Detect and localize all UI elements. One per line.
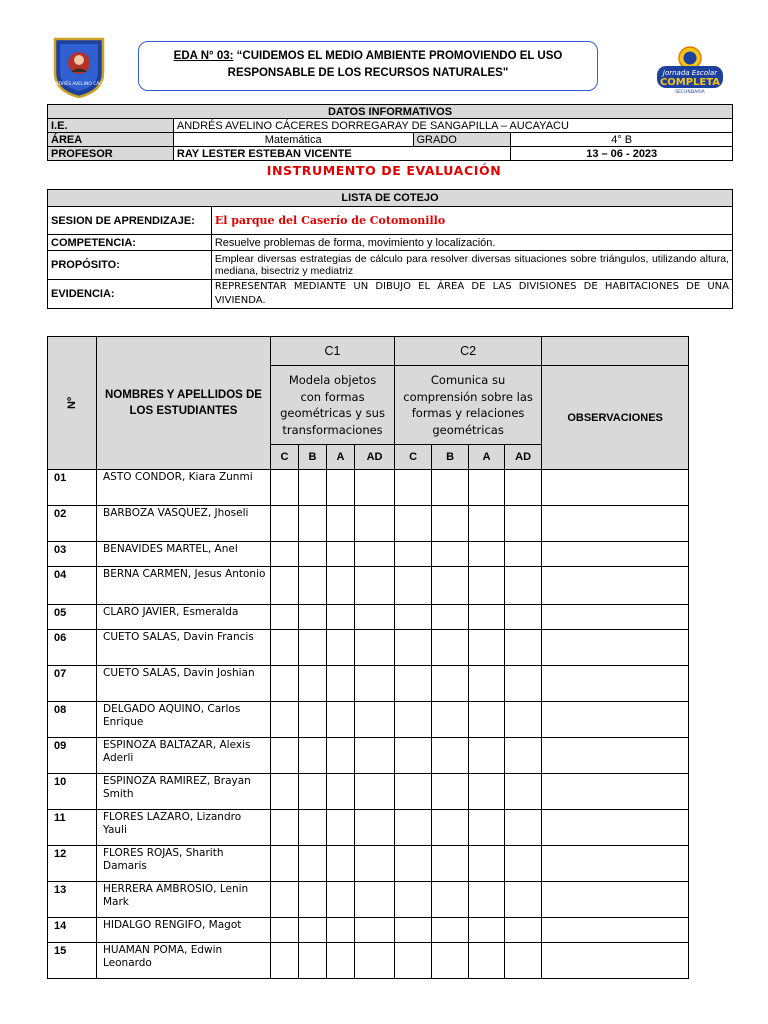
c1-a-cell[interactable] (327, 702, 355, 738)
c2-level-a: A (469, 445, 505, 470)
c2-c-cell[interactable] (395, 542, 432, 567)
c1-ad-cell[interactable] (355, 918, 395, 943)
c2-b-cell[interactable] (432, 702, 469, 738)
c2-a-cell[interactable] (469, 738, 505, 774)
c1-b-cell[interactable] (299, 846, 327, 882)
title-line-2: RESPONSABLE DE LOS RECURSOS NATURALES" (227, 67, 509, 79)
c2-a-cell[interactable] (469, 810, 505, 846)
c2-ad-cell[interactable] (505, 666, 542, 702)
observation-cell[interactable] (542, 774, 689, 810)
c1-c-cell[interactable] (271, 470, 299, 506)
c1-c-cell[interactable] (271, 943, 299, 979)
area-label: ÁREA (48, 133, 174, 147)
c2-b-cell[interactable] (432, 605, 469, 630)
student-number: 11 (48, 810, 97, 846)
c2-b-cell[interactable] (432, 738, 469, 774)
student-name: HUAMAN POMA, Edwin Leonardo (97, 943, 271, 979)
evidencia-label: EVIDENCIA: (48, 280, 212, 309)
observation-cell[interactable] (542, 567, 689, 605)
evaluation-grid (47, 336, 689, 979)
c1-ad-cell[interactable] (355, 810, 395, 846)
c1-a-cell[interactable] (327, 666, 355, 702)
jec-logo-line-2: COMPLETA (659, 77, 721, 88)
student-row (48, 542, 689, 567)
c1-c-cell[interactable] (271, 542, 299, 567)
c2-a-cell[interactable] (469, 666, 505, 702)
c2-a-cell[interactable] (469, 943, 505, 979)
profesor-value: RAY LESTER ESTEBAN VICENTE (173, 147, 511, 161)
c2-ad-cell[interactable] (505, 846, 542, 882)
c1-ad-cell[interactable] (355, 846, 395, 882)
c1-a-cell[interactable] (327, 506, 355, 542)
proposito-value: Emplear diversas estrategias de cálculo para resolver diversas situaciones sobre triángulos, utilizando altura, mediana, bisectriz y mediatriz (211, 251, 732, 280)
c1-ad-cell[interactable] (355, 882, 395, 918)
c1-description: Modela objetos con formas geométricas y sus transformaciones (271, 366, 395, 445)
c2-c-cell[interactable] (395, 846, 432, 882)
c1-level-a: A (327, 445, 355, 470)
grado-label: GRADO (413, 133, 511, 147)
student-number: 09 (48, 738, 97, 774)
c1-b-cell[interactable] (299, 810, 327, 846)
grado-value: 4° B (511, 133, 733, 147)
student-row (48, 738, 689, 774)
sesion-label: SESION DE APRENDIZAJE: (48, 207, 212, 235)
c1-a-cell[interactable] (327, 605, 355, 630)
student-name: ESPINOZA BALTAZAR, Alexis Aderli (97, 738, 271, 774)
jec-logo-line-1: Jornada Escolar (662, 69, 718, 77)
c1-ad-cell[interactable] (355, 542, 395, 567)
c1-b-cell[interactable] (299, 882, 327, 918)
c1-ad-cell[interactable] (355, 666, 395, 702)
c1-level-c: C (271, 445, 299, 470)
c1-a-cell[interactable] (327, 810, 355, 846)
c1-b-cell[interactable] (299, 567, 327, 605)
c1-c-cell[interactable] (271, 774, 299, 810)
c2-b-cell[interactable] (432, 810, 469, 846)
c1-b-cell[interactable] (299, 774, 327, 810)
student-number: 04 (48, 567, 97, 605)
c2-a-cell[interactable] (469, 542, 505, 567)
student-number: 12 (48, 846, 97, 882)
student-number: 08 (48, 702, 97, 738)
c1-ad-cell[interactable] (355, 605, 395, 630)
c2-a-cell[interactable] (469, 918, 505, 943)
student-number: 10 (48, 774, 97, 810)
observation-cell[interactable] (542, 918, 689, 943)
sesion-value: El parque del Caserío de Cotomonillo (211, 207, 732, 235)
c2-b-cell[interactable] (432, 542, 469, 567)
student-number: 13 (48, 882, 97, 918)
student-name: CUETO SALAS, Davin Francis (97, 630, 271, 666)
student-name: DELGADO AQUINO, Carlos Enrique (97, 702, 271, 738)
c2-c-cell[interactable] (395, 702, 432, 738)
ie-value: ANDRÉS AVELINO CÁCERES DORREGARAY DE SANGAPILLA – AUCAYACU (173, 119, 732, 133)
c2-description: Comunica su comprensión sobre las formas y relaciones geométricas (395, 366, 542, 445)
num-header-text: Nº (66, 397, 78, 409)
c2-ad-cell[interactable] (505, 810, 542, 846)
c1-ad-cell[interactable] (355, 630, 395, 666)
student-number: 15 (48, 943, 97, 979)
instrument-title: INSTRUMENTO DE EVALUACIÓN (266, 163, 502, 178)
c1-level-b: B (299, 445, 327, 470)
student-name: BARBOZA VASQUEZ, Jhoseli (97, 506, 271, 542)
competencia-label: COMPETENCIA: (48, 235, 212, 251)
c1-c-cell[interactable] (271, 882, 299, 918)
c1-a-cell[interactable] (327, 738, 355, 774)
student-name: CUETO SALAS, Davin Joshian (97, 666, 271, 702)
student-name: FLORES ROJAS, Sharith Damaris (97, 846, 271, 882)
c2-ad-cell[interactable] (505, 605, 542, 630)
c2-ad-cell[interactable] (505, 738, 542, 774)
c2-level-b: B (432, 445, 469, 470)
c2-ad-cell[interactable] (505, 702, 542, 738)
c1-c-cell[interactable] (271, 702, 299, 738)
c2-b-cell[interactable] (432, 846, 469, 882)
c1-a-cell[interactable] (327, 918, 355, 943)
c1-a-cell[interactable] (327, 542, 355, 567)
c1-b-cell[interactable] (299, 943, 327, 979)
c1-a-cell[interactable] (327, 943, 355, 979)
observation-cell[interactable] (542, 666, 689, 702)
school-logo (43, 35, 115, 99)
observation-cell[interactable] (542, 943, 689, 979)
c2-ad-cell[interactable] (505, 506, 542, 542)
school-logo-text: I.E. ANDRÉS AVELINO CÁCERES (43, 82, 115, 87)
c2-c-cell[interactable] (395, 943, 432, 979)
c2-b-cell[interactable] (432, 918, 469, 943)
c2-ad-cell[interactable] (505, 882, 542, 918)
student-row (48, 774, 689, 810)
observation-cell[interactable] (542, 702, 689, 738)
c1-a-cell[interactable] (327, 470, 355, 506)
c2-c-cell[interactable] (395, 666, 432, 702)
c1-b-cell[interactable] (299, 702, 327, 738)
datos-informativos-table (47, 104, 733, 161)
c2-c-cell[interactable] (395, 774, 432, 810)
c1-ad-cell[interactable] (355, 567, 395, 605)
jec-logo-line-3: SECUNDARIA (675, 90, 705, 95)
ie-label: I.E. (48, 119, 174, 133)
c2-a-cell[interactable] (469, 605, 505, 630)
c1-a-cell[interactable] (327, 846, 355, 882)
student-number: 06 (48, 630, 97, 666)
student-row (48, 630, 689, 666)
c2-a-cell[interactable] (469, 846, 505, 882)
datos-title: DATOS INFORMATIVOS (48, 105, 733, 119)
c2-ad-cell[interactable] (505, 943, 542, 979)
student-row (48, 846, 689, 882)
cotejo-title: LISTA DE COTEJO (48, 190, 733, 207)
jec-logo (650, 44, 730, 94)
c1-a-cell[interactable] (327, 567, 355, 605)
c1-a-cell[interactable] (327, 630, 355, 666)
c2-ad-cell[interactable] (505, 630, 542, 666)
c2-c-cell[interactable] (395, 810, 432, 846)
c2-a-cell[interactable] (469, 470, 505, 506)
student-number: 02 (48, 506, 97, 542)
student-row (48, 918, 689, 943)
c2-b-cell[interactable] (432, 774, 469, 810)
student-row (48, 943, 689, 979)
c1-b-cell[interactable] (299, 738, 327, 774)
c2-ad-cell[interactable] (505, 774, 542, 810)
c2-b-cell[interactable] (432, 470, 469, 506)
observation-cell[interactable] (542, 506, 689, 542)
c2-c-cell[interactable] (395, 605, 432, 630)
c1-a-cell[interactable] (327, 882, 355, 918)
student-row (48, 470, 689, 506)
c1-c-cell[interactable] (271, 666, 299, 702)
competencia-value: Resuelve problemas de forma, movimiento y localización. (211, 235, 732, 251)
c2-c-cell[interactable] (395, 506, 432, 542)
c2-level-c: C (395, 445, 432, 470)
student-row (48, 567, 689, 605)
c1-ad-cell[interactable] (355, 774, 395, 810)
c2-c-cell[interactable] (395, 738, 432, 774)
c1-ad-cell[interactable] (355, 506, 395, 542)
c2-ad-cell[interactable] (505, 567, 542, 605)
student-number: 01 (48, 470, 97, 506)
c2-ad-cell[interactable] (505, 470, 542, 506)
c2-a-cell[interactable] (469, 630, 505, 666)
student-number: 05 (48, 605, 97, 630)
c2-b-cell[interactable] (432, 630, 469, 666)
obs-header: OBSERVACIONES (542, 366, 689, 470)
profesor-label: PROFESOR (48, 147, 174, 161)
c2-b-cell[interactable] (432, 567, 469, 605)
c1-b-cell[interactable] (299, 666, 327, 702)
num-header (48, 337, 97, 470)
fecha-value: 13 – 06 - 2023 (511, 147, 733, 161)
c2-c-cell[interactable] (395, 882, 432, 918)
title-line-1 (139, 48, 597, 65)
student-row (48, 666, 689, 702)
obs-top-cell (542, 337, 689, 366)
c2-label: C2 (395, 337, 542, 366)
c1-c-cell[interactable] (271, 605, 299, 630)
area-value: Matemática (173, 133, 413, 147)
student-row (48, 882, 689, 918)
observation-cell[interactable] (542, 738, 689, 774)
observation-cell[interactable] (542, 846, 689, 882)
eda-label: EDA N° 03: (173, 50, 234, 62)
c2-c-cell[interactable] (395, 470, 432, 506)
c2-c-cell[interactable] (395, 567, 432, 605)
observation-cell[interactable] (542, 542, 689, 567)
c1-b-cell[interactable] (299, 542, 327, 567)
c1-b-cell[interactable] (299, 918, 327, 943)
observation-cell[interactable] (542, 810, 689, 846)
observation-cell[interactable] (542, 882, 689, 918)
c1-b-cell[interactable] (299, 630, 327, 666)
observation-cell[interactable] (542, 470, 689, 506)
lista-cotejo-table (47, 189, 733, 309)
student-name: ESPINOZA RAMIREZ, Brayan Smith (97, 774, 271, 810)
c1-ad-cell[interactable] (355, 943, 395, 979)
c2-c-cell[interactable] (395, 918, 432, 943)
student-number: 14 (48, 918, 97, 943)
c2-ad-cell[interactable] (505, 918, 542, 943)
c2-b-cell[interactable] (432, 882, 469, 918)
student-row (48, 506, 689, 542)
c2-b-cell[interactable] (432, 506, 469, 542)
c2-a-cell[interactable] (469, 774, 505, 810)
c1-label: C1 (271, 337, 395, 366)
student-row (48, 702, 689, 738)
c2-ad-cell[interactable] (505, 542, 542, 567)
student-rows (48, 470, 689, 979)
c1-ad-cell[interactable] (355, 470, 395, 506)
names-header: NOMBRES Y APELLIDOS DE LOS ESTUDIANTES (97, 337, 271, 470)
title-box (138, 41, 598, 91)
c2-b-cell[interactable] (432, 943, 469, 979)
student-name: ASTO CONDOR, Kiara Zunmi (97, 470, 271, 506)
c2-a-cell[interactable] (469, 506, 505, 542)
c1-ad-cell[interactable] (355, 702, 395, 738)
c2-a-cell[interactable] (469, 702, 505, 738)
c2-b-cell[interactable] (432, 666, 469, 702)
proposito-label: PROPÓSITO: (48, 251, 212, 280)
c1-c-cell[interactable] (271, 810, 299, 846)
c1-a-cell[interactable] (327, 774, 355, 810)
c1-c-cell[interactable] (271, 918, 299, 943)
student-row (48, 605, 689, 630)
student-name: HIDALGO RENGIFO, Magot (97, 918, 271, 943)
c1-b-cell[interactable] (299, 506, 327, 542)
c2-a-cell[interactable] (469, 882, 505, 918)
c1-b-cell[interactable] (299, 470, 327, 506)
c1-c-cell[interactable] (271, 738, 299, 774)
c1-ad-cell[interactable] (355, 738, 395, 774)
student-name: BERNA CARMEN, Jesus Antonio (97, 567, 271, 605)
c1-c-cell[interactable] (271, 567, 299, 605)
title-text-1: “CUIDEMOS EL MEDIO AMBIENTE PROMOVIENDO EL USO (236, 50, 563, 62)
c2-c-cell[interactable] (395, 630, 432, 666)
student-number: 07 (48, 666, 97, 702)
c1-c-cell[interactable] (271, 630, 299, 666)
student-name: BENAVIDES MARTEL, Anel (97, 542, 271, 567)
student-name: CLARO JAVIER, Esmeralda (97, 605, 271, 630)
evidencia-value: REPRESENTAR MEDIANTE UN DIBUJO EL ÁREA DE LAS DIVISIONES DE HABITACIONES DE UNA VIVIENDA. (211, 280, 732, 309)
c1-level-ad: AD (355, 445, 395, 470)
observation-cell[interactable] (542, 630, 689, 666)
c1-c-cell[interactable] (271, 506, 299, 542)
student-row (48, 810, 689, 846)
c1-c-cell[interactable] (271, 846, 299, 882)
c1-b-cell[interactable] (299, 605, 327, 630)
student-name: FLORES LAZARO, Lizandro Yauli (97, 810, 271, 846)
student-name: HERRERA AMBROSIO, Lenin Mark (97, 882, 271, 918)
c2-level-ad: AD (505, 445, 542, 470)
observation-cell[interactable] (542, 605, 689, 630)
c2-a-cell[interactable] (469, 567, 505, 605)
student-number: 03 (48, 542, 97, 567)
